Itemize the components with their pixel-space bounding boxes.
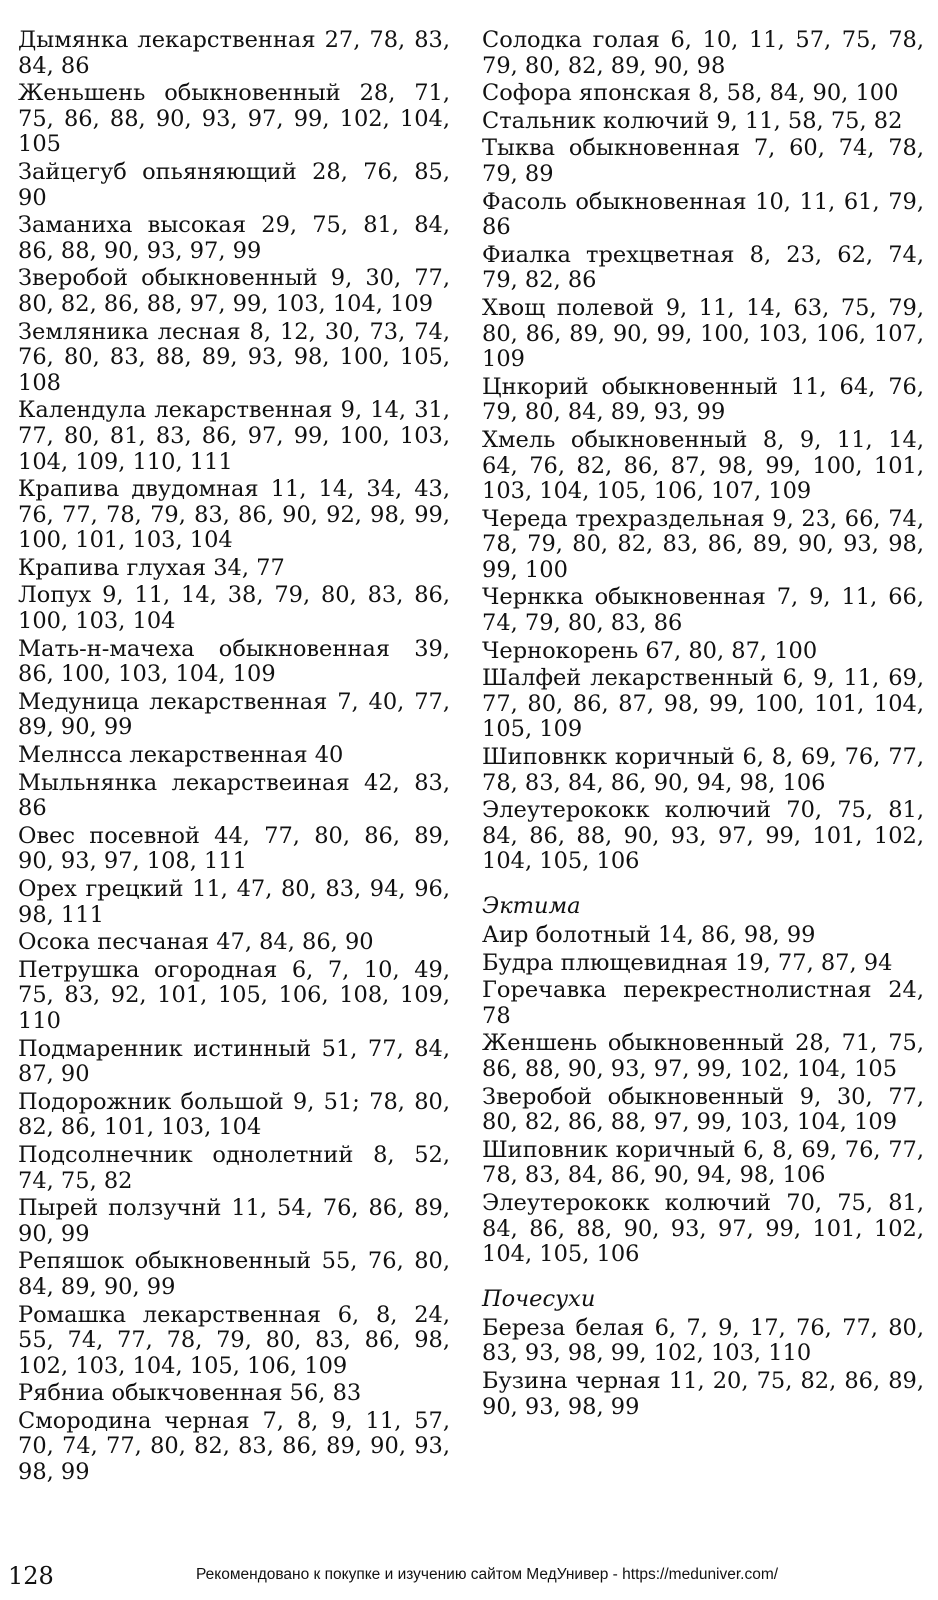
index-entry [18,877,450,928]
entry-pages: 24, 78 [482,977,924,1029]
entry-pages: 9, 14, 31, 77, 80, 81, 83, 86, 97, 99, 100, 103, 104, 109, 110, 111 [18,397,451,475]
entry-name: Софора японская [482,80,691,107]
entry-name: Тыква обыкновенная [482,135,741,162]
index-entry [482,639,924,665]
entry-pages: 51, 77, 84, 87, 90 [18,1035,450,1088]
entry-name: Подсолнечник однолетний [18,1141,354,1168]
entry-pages: 11, 47, 80, 83, 94, 96, 98, 111 [18,876,450,928]
index-entry [18,477,450,554]
entry-name: Стальник колючий [482,107,710,134]
entry-name: Репяшок обыкновенный [18,1248,312,1275]
entry-name: Орех грецкий [18,876,184,902]
index-entry [482,28,924,79]
entry-pages: 55, 76, 80, 84, 89, 90, 99 [18,1248,450,1300]
entry-pages: 11, 54, 76, 86, 89, 90, 99 [18,1195,450,1247]
entry-name: Череда трехраздельная [482,505,765,532]
entry-name: Подорожник большой [18,1088,284,1115]
index-entry [482,666,924,743]
entry-name: Будра плющевидная [482,949,728,976]
entry-name: Цнкорий обыкновенный [482,373,778,400]
index-entry [18,1303,450,1380]
entry-pages: 56, 83 [289,1380,362,1407]
index-entry [482,136,924,187]
index-entry [18,824,450,875]
entry-name: Подмаренник истинный [18,1035,312,1062]
index-entry [18,583,450,634]
index-entry [18,1249,450,1300]
index-entry [18,1196,450,1247]
entry-name: Элеутерококк колючий [482,1189,772,1216]
entry-pages: 9, 11, 14, 38, 79, 80, 83, 86, 100, 103, 104 [18,582,450,635]
index-entry [18,213,450,264]
entry-pages: 6, 7, 10, 49, 75, 83, 92, 101, 105, 106, 108, 109, 110 [18,956,450,1034]
index-entries-pochesukhi [482,1316,924,1420]
entry-pages: 42, 83, 86 [18,769,450,822]
index-entry [482,1191,924,1268]
entry-pages: 34, 77 [213,554,285,581]
entry-pages: 44, 77, 80, 86, 89, 90, 93, 97, 108, 111 [18,822,450,875]
entry-pages: 9, 11, 14, 63, 75, 79, 80, 86, 89, 90, 99, 100, 103, 106, 107, 109 [482,294,925,373]
entry-name: Крапива двудомная [18,476,259,503]
entry-name: Береза белая [482,1314,645,1341]
index-entry [18,266,450,317]
entry-pages: 9, 51; 78, 80, 82, 86, 101, 103, 104 [18,1088,450,1141]
entry-pages: 11, 64, 76, 79, 80, 84, 89, 93, 99 [482,373,925,426]
entry-pages: 28, 76, 85, 90 [18,158,450,211]
entry-name: Петрушка огородная [18,956,278,983]
entry-name: Хвощ полевой [482,294,655,321]
index-entry [18,771,450,822]
entry-name: Фиалка трехцветная [482,241,735,268]
index-entry [482,428,924,505]
entry-pages: 7, 9, 11, 66, 74, 79, 80, 83, 86 [482,584,924,637]
entry-name: Дымянка лекарственная [18,27,316,53]
entry-name: Фасоль обыкновенная [482,188,747,215]
index-entry [482,951,924,977]
entry-name: Аир болотный [482,922,651,948]
entry-pages: 67, 80, 87, 100 [645,637,818,664]
index-entry [18,958,450,1035]
index-entry [18,1090,450,1141]
entry-pages: 6, 8, 24, 55, 74, 77, 78, 79, 80, 83, 86, 98, 102, 103, 104, 105, 106, 109 [18,1301,450,1379]
index-entry [482,109,924,135]
entry-name: Зайцегуб опьяняющий [18,158,297,185]
entry-pages: 47, 84, 86, 90 [216,929,374,956]
entry-name: Календула лекарственная [18,397,333,424]
entry-pages: 29, 75, 81, 84, 86, 88, 90, 93, 97, 99 [18,212,450,264]
entry-pages: 6, 9, 11, 69, 77, 80, 86, 87, 98, 99, 100, 101, 104, 105, 109 [482,665,924,743]
index-entry [18,28,450,79]
entry-name: Зверобой обыкновенный [18,265,318,292]
entry-pages: 8, 23, 62, 74, 79, 82, 86 [482,241,925,294]
index-entry [18,160,450,211]
entry-name: Шиповник коричный [482,1136,736,1163]
entry-name: Шалфей лекарственный [482,665,774,692]
index-entry [18,690,450,741]
entry-pages: 19, 77, 87, 94 [735,949,893,976]
index-entry [482,585,924,636]
entry-name: Женьшень обыкновенный [18,80,341,107]
index-entry [18,556,450,582]
index-entry [18,930,450,956]
index-entry [482,1316,924,1367]
entry-pages: 7, 60, 74, 78, 79, 89 [482,135,925,187]
index-entry [482,798,924,875]
entry-name: Чернокорень [482,637,639,664]
index-entry [482,1085,924,1136]
entry-name: Шиповнкк коричный [482,744,735,771]
page-number: 128 [8,1562,54,1590]
index-entry [482,296,924,373]
index-entry [482,1031,924,1082]
entry-pages: 70, 75, 81, 84, 86, 88, 90, 93, 97, 99, 101, 102, 104, 105, 106 [482,797,924,875]
entry-pages: 9, 30, 77, 80, 82, 86, 88, 97, 99, 103, 104, 109 [482,1083,924,1136]
index-entry [482,190,924,241]
index-entries-ektima [482,923,924,1268]
entry-pages: 7, 8, 9, 11, 57, 70, 74, 77, 80, 82, 83, 86, 89, 90, 93, 98, 99 [18,1407,451,1486]
entry-pages: 70, 75, 81, 84, 86, 88, 90, 93, 97, 99, 101, 102, 104, 105, 106 [482,1189,924,1268]
footer-note: Рекомендовано к покупке и изучению сайтом МедУнивер - https://meduniver.com/ [196,1566,779,1583]
entry-name: Женшень обыкновенный [482,1030,785,1057]
entry-name: Земляника лесная [18,318,241,345]
entry-pages: 8, 9, 11, 14, 64, 76, 82, 86, 87, 98, 99, 100, 101, 103, 104, 105, 106, 107, 109 [482,426,924,505]
entry-pages: 6, 10, 11, 57, 75, 78, 79, 80, 82, 89, 90, 98 [482,27,925,79]
entry-name: Лопух [18,582,92,609]
index-entry [18,1037,450,1088]
entry-pages: 28, 71, 75, 86, 88, 90, 93, 97, 99, 102, 104, 105 [18,80,450,158]
entry-name: Мать-н-мачеха обыкновенная [18,635,390,662]
index-entry [482,978,924,1029]
entry-pages: 6, 8, 69, 76, 77, 78, 83, 84, 86, 90, 94, 98, 106 [482,1136,925,1189]
entry-name: Пырей ползучнй [18,1195,222,1222]
entry-pages: 6, 7, 9, 17, 76, 77, 80, 83, 93, 98, 99, 102, 103, 110 [482,1314,924,1367]
index-entry [18,1381,450,1407]
entry-pages: 8, 12, 30, 73, 74, 76, 80, 83, 88, 89, 93, 98, 100, 105, 108 [18,318,450,396]
entry-pages: 40 [314,742,344,769]
entry-pages: 9, 23, 66, 74, 78, 79, 80, 82, 83, 86, 89, 90, 93, 98, 99, 100 [482,505,925,583]
entry-name: Осока песчаная [18,929,210,956]
index-entry [18,1409,450,1486]
index-entry [18,743,450,769]
entry-pages: 10, 11, 61, 79, 86 [482,188,925,241]
entry-pages: 14, 86, 98, 99 [658,922,816,948]
entry-name: Хмель обыкновенный [482,426,748,453]
index-entry [482,507,924,584]
entry-name: Крапива глухая [18,554,207,581]
index-entry [18,320,450,397]
entry-pages: 9, 30, 77, 80, 82, 86, 88, 97, 99, 103, 104, 109 [18,265,450,317]
index-entry [18,81,450,158]
entry-pages: 28, 71, 75, 86, 88, 90, 93, 97, 99, 102, 104, 105 [482,1030,924,1082]
index-entry [18,637,450,688]
index-entry [18,1143,450,1194]
section-title-pochesukhi: Почесухи [482,1285,596,1312]
entry-name: Чернкка обыкновенная [482,584,766,611]
entry-name: Смородина черная [18,1407,250,1434]
section-title-ektima: Эктима [482,893,581,919]
entry-name: Солодка голая [482,27,660,53]
index-entry [482,1138,924,1189]
index-column-right [482,28,924,1422]
entry-pages: 11, 14, 34, 43, 76, 77, 78, 79, 83, 86, 90, 92, 98, 99, 100, 101, 103, 104 [18,476,450,554]
entry-name: Мелнсса лекарственная [18,742,308,769]
entry-pages: 39, 86, 100, 103, 104, 109 [18,635,451,688]
entry-name: Медуница лекарственная [18,688,328,715]
entry-name: Рябниа обыкчовенная [18,1380,283,1407]
entry-pages: 9, 11, 58, 75, 82 [716,107,903,134]
index-entry [482,745,924,796]
entry-pages: 8, 52, 74, 75, 82 [18,1141,450,1194]
index-entry [18,398,450,475]
entry-name: Заманиха высокая [18,212,247,239]
entry-name: Мыльнянка лекарствеиная [18,769,350,796]
index-entry [482,243,924,294]
index-entries-main [482,28,924,875]
entry-name: Овес посевной [18,822,200,849]
entry-pages: 27, 78, 83, 84, 86 [18,27,450,79]
entry-pages: 6, 8, 69, 76, 77, 78, 83, 84, 86, 90, 94, 98, 106 [482,744,924,796]
index-entry [482,1369,924,1420]
entry-pages: 8, 58, 84, 90, 100 [698,80,899,107]
entry-name: Горечавка перекрестнолистная [482,977,872,1004]
index-entry [482,81,924,107]
entry-pages: 7, 40, 77, 89, 90, 99 [18,688,450,741]
entry-name: Ромашка лекарственная [18,1301,321,1328]
entry-pages: 11, 20, 75, 82, 86, 89, 90, 93, 98, 99 [482,1367,924,1420]
index-column-left [18,28,450,1488]
entry-name: Зверобой обыкновенный [482,1083,785,1110]
entry-name: Бузина черная [482,1367,661,1394]
index-entry [482,375,924,426]
entry-name: Элеутерококк колючий [482,797,772,824]
index-entry [482,923,924,949]
